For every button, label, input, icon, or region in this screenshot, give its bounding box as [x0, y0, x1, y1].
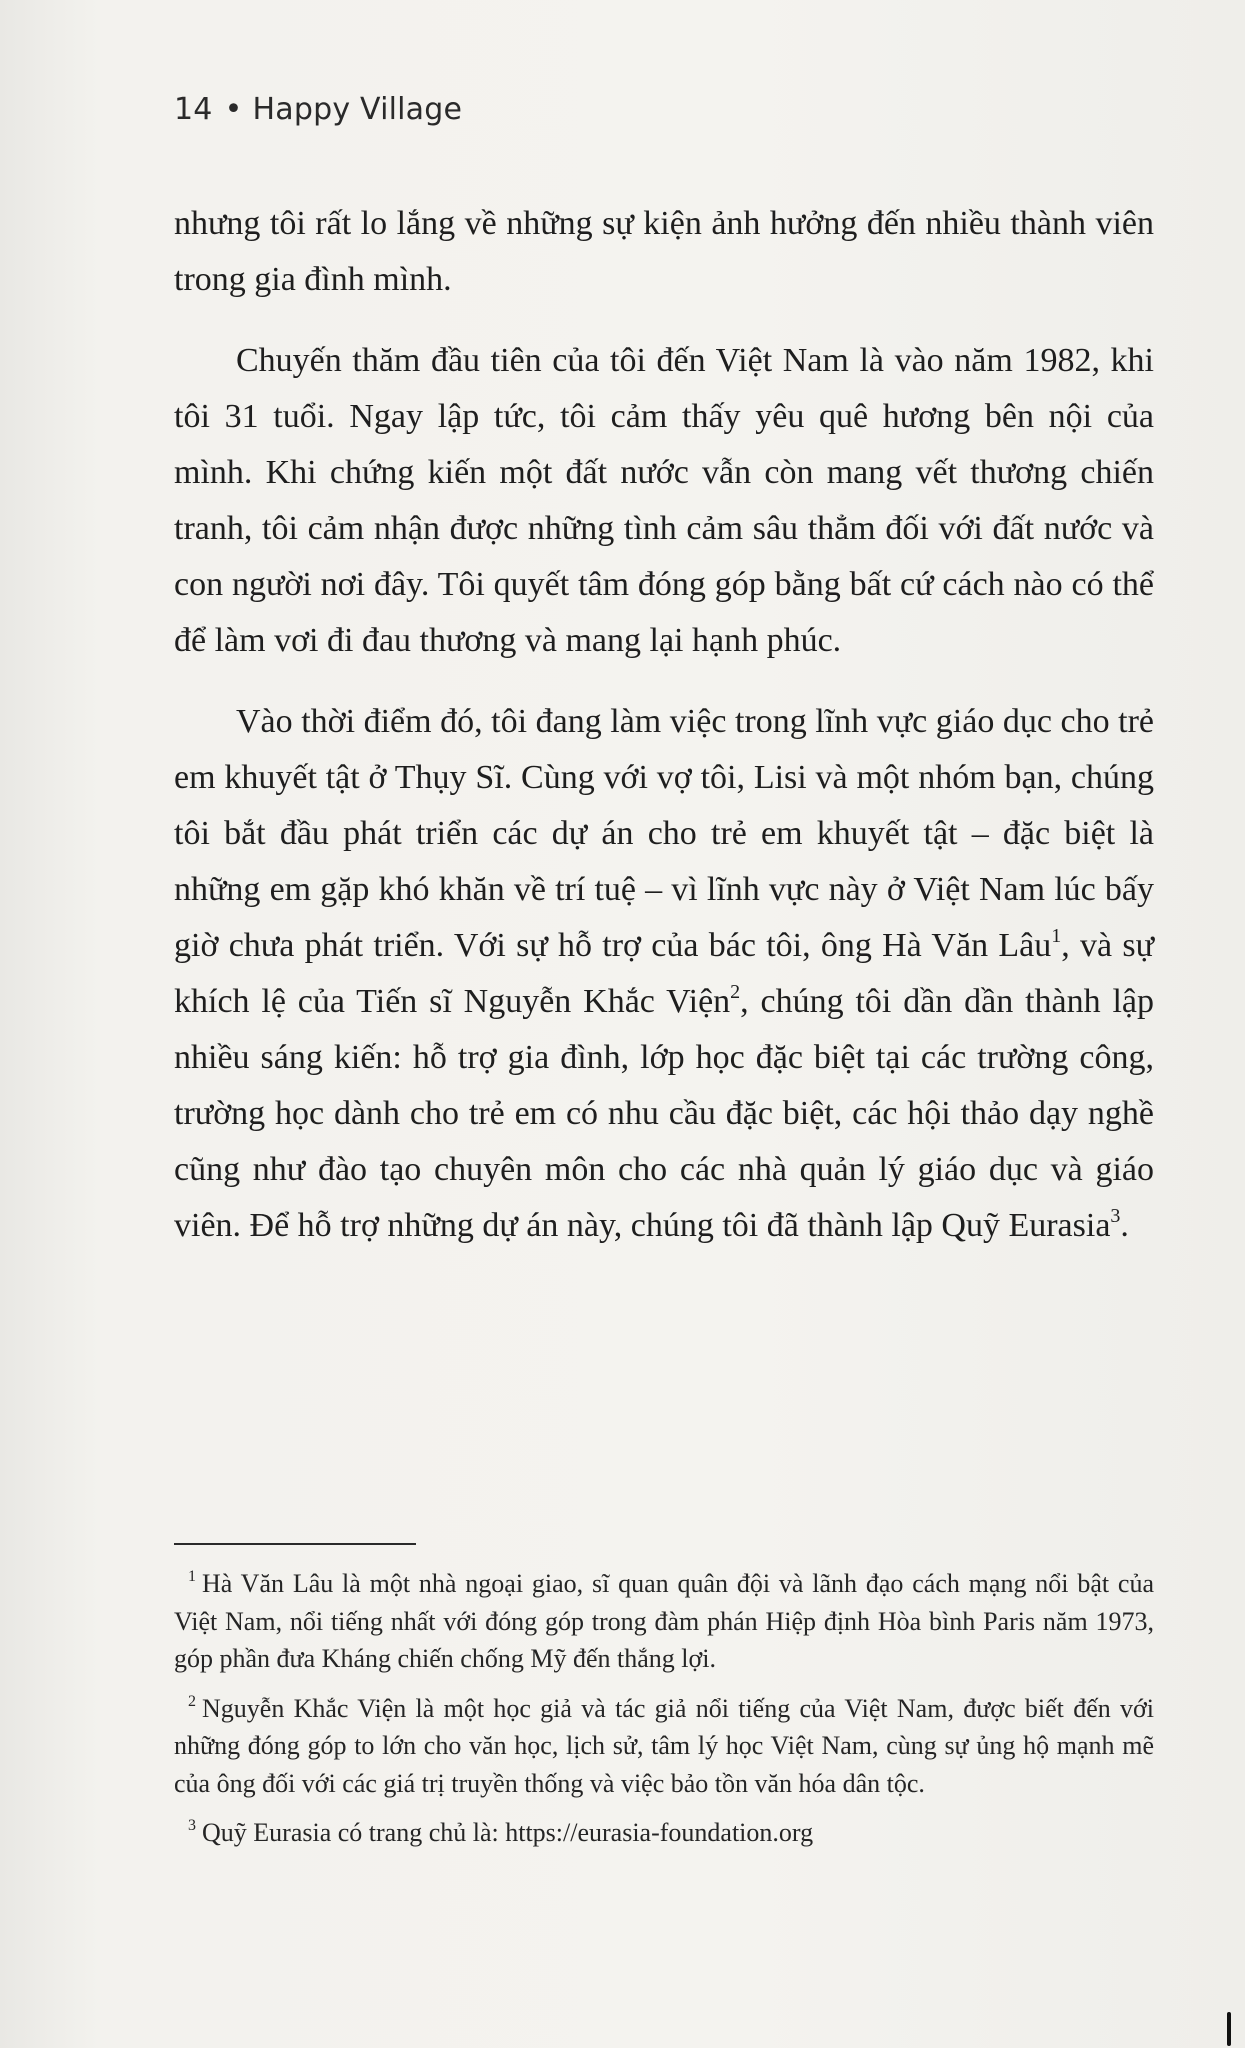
book-title: Happy Village [252, 92, 463, 127]
footnote-text-1: Hà Văn Lâu là một nhà ngoại giao, sĩ quan quân đội và lãnh đạo cách mạng nổi bật của Việt Nam, nổi tiếng nhất với đóng góp trong đàm phán Hiệp định Hòa bình Paris năm 1973, góp phần đưa Kháng chiến chống Mỹ đến thắng lợi. [174, 1569, 1154, 1673]
footnote-text-2: Nguyễn Khắc Viện là một học giả và tác giả nổi tiếng của Việt Nam, được biết đến với những đóng góp to lớn cho văn học, lịch sử, tâm lý học Việt Nam, cùng sự ủng hộ mạnh mẽ của ông đối với các giá trị truyền thống và việc bảo tồn văn hóa dân tộc. [174, 1693, 1154, 1798]
main-text [174, 196, 1154, 1279]
footnote-ref-3[interactable]: 3 [1110, 1205, 1121, 1227]
footnote-divider [174, 1543, 416, 1545]
footnote-text-3: Quỹ Eurasia có trang chủ là: https://eurasia-foundation.org [202, 1818, 814, 1847]
paragraph-1: nhưng tôi rất lo lắng về những sự kiện ảnh hưởng đến nhiều thành viên trong gia đình mình. [174, 205, 1154, 298]
paragraph-3-part-a: Vào thời điểm đó, tôi đang làm việc trong lĩnh vực giáo dục cho trẻ em khuyết tật ở Thụy Sĩ. Cùng với vợ tôi, Lisi và một nhóm bạn, chúng tôi bắt đầu phát triển các dự án cho trẻ em khuyết tật – đặc biệt là những em gặp khó khăn về trí tuệ – vì lĩnh vực này ở Việt Nam lúc bấy giờ chưa phát triển. Với sự hỗ trợ của bác tôi, ông Hà Văn Lâu [174, 703, 1154, 964]
footnote-3 [174, 1814, 1154, 1852]
page-number: 14 [174, 92, 213, 127]
footnote-ref-2[interactable]: 2 [730, 981, 741, 1003]
footnote-2 [174, 1690, 1154, 1803]
footnotes [174, 1565, 1154, 1864]
footnote-mark-2: 2 [188, 1692, 196, 1710]
footnote-ref-1[interactable]: 1 [1051, 925, 1062, 947]
paragraph-2: Chuyến thăm đầu tiên của tôi đến Việt Nam là vào năm 1982, khi tôi 31 tuổi. Ngay lập tức, tôi cảm thấy yêu quê hương bên nội của mình. Khi chứng kiến một đất nước vẫn còn mang vết thương chiến tranh, tôi cảm nhận được những tình cảm sâu thẳm đối với đất nước và con người nơi đây. Tôi quyết tâm đóng góp bằng bất cứ cách nào có thể để làm vơi đi đau thương và mang lại hạnh phúc. [174, 342, 1154, 659]
paragraph-3-part-d: . [1120, 1207, 1129, 1244]
header-separator: • [224, 92, 243, 127]
paragraph-3-part-c: , chúng tôi dần dần thành lập nhiều sáng kiến: hỗ trợ gia đình, lớp học đặc biệt tại các trường công, trường học dành cho trẻ em có nhu cầu đặc biệt, các hội thảo dạy nghề cũng như đào tạo chuyên môn cho các nhà quản lý giáo dục và giáo viên. Để hỗ trợ những dự án này, chúng tôi đã thành lập Quỹ Eurasia [174, 983, 1154, 1244]
running-head [174, 92, 462, 127]
footnote-1 [174, 1565, 1154, 1678]
footnote-mark-3: 3 [188, 1817, 196, 1834]
paragraph-3-part-b: , và sự khích lệ của Tiến sĩ Nguyễn Khắc Viện [174, 927, 1154, 1020]
paragraph-3 [174, 694, 1154, 1254]
footnote-mark-1: 1 [188, 1568, 196, 1585]
page-edge-mark [1227, 2012, 1231, 2046]
